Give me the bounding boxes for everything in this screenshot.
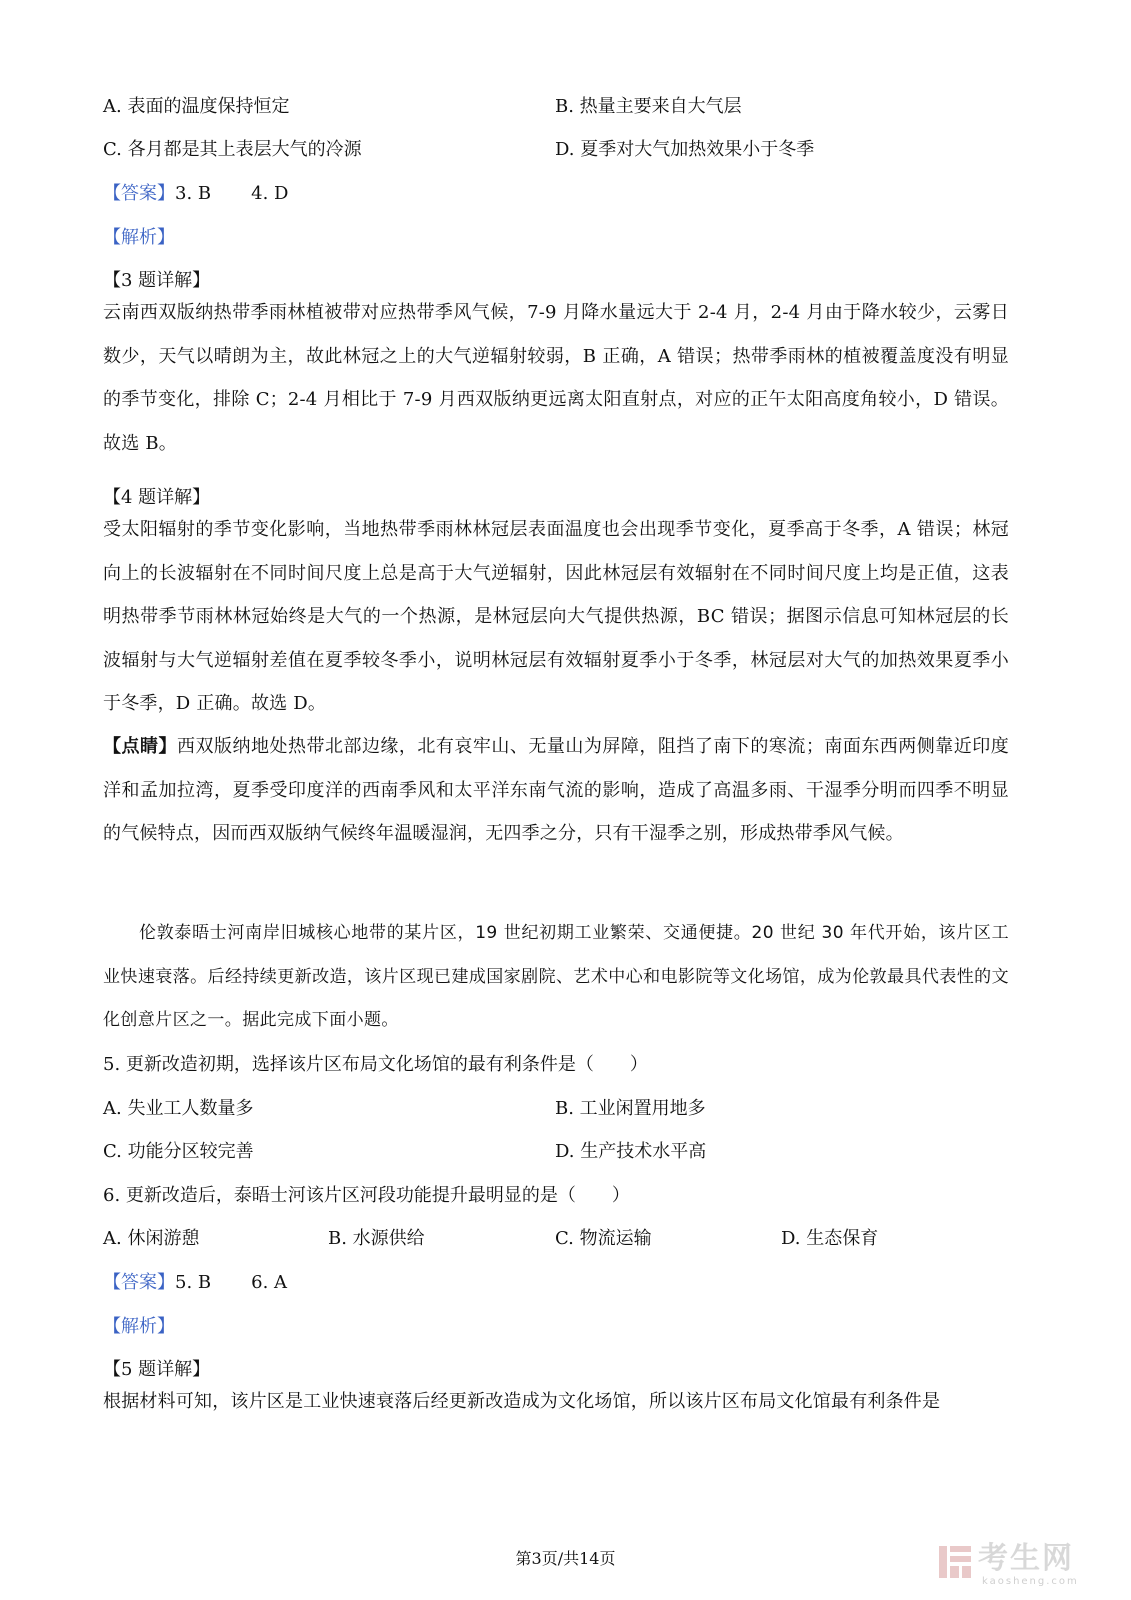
q6-stem: 6. 更新改造后，泰晤士河该片区河段功能提升最明显的是（ ） bbox=[103, 1185, 630, 1206]
answer-row-2 bbox=[103, 1271, 287, 1295]
q6-option-c: C. 物流运输 bbox=[555, 1228, 652, 1249]
option-b: B. 热量主要来自大气层 bbox=[555, 96, 742, 117]
q5-stem: 5. 更新改造初期，选择该片区布局文化场馆的最有利条件是（ ） bbox=[103, 1054, 648, 1075]
tip-paragraph bbox=[103, 725, 1009, 856]
q5-option-d: D. 生产技术水平高 bbox=[555, 1141, 707, 1162]
analysis-tag-2: 【解析】 bbox=[103, 1316, 175, 1337]
answer-tag-2: 【答案】 bbox=[103, 1272, 175, 1293]
detail-4-heading: 【4 题详解】 bbox=[103, 487, 211, 508]
tip-text: 西双版纳地处热带北部边缘，北有哀牢山、无量山为屏障，阻挡了南下的寒流；南面东西两侧靠近印度洋和孟加拉湾，夏季受印度洋的西南季风和太平洋东南气流的影响，造成了高温多雨、干湿季分明而四季不明显的气候特点，因而西双版纳气候终年温暖湿润，无四季之分，只有干湿季之别，形成热带季风气候。 bbox=[103, 736, 1009, 844]
option-c: C. 各月都是其上表层大气的冷源 bbox=[103, 139, 362, 160]
detail-4-text: 受太阳辐射的季节变化影响，当地热带季雨林林冠层表面温度也会出现季节变化，夏季高于冬季，A 错误；林冠向上的长波辐射在不同时间尺度上总是高于大气逆辐射，因此林冠层有效辐射在不同时间尺度上均是正值，这表明热带季节雨林林冠始终是大气的一个热源，是林冠层向大气提供热源，BC 错误；据图示信息可知林冠层的长波辐射与大气逆辐射差值在夏季较冬季小，说明林冠层有效辐射夏季小于冬季，林冠层对大气的加热效果夏季小于冬季，D 正确。故选 D。 bbox=[103, 519, 1009, 714]
answer-4: 4. D bbox=[251, 183, 289, 204]
watermark bbox=[938, 1542, 1118, 1588]
answer-row-1 bbox=[103, 182, 288, 206]
detail-3-text: 云南西双版纳热带季雨林植被带对应热带季风气候，7-9 月降水量远大于 2-4 月，2-4 月由于降水较少，云雾日数少，天气以晴朗为主，故此林冠之上的大气逆辐射较弱，B 正确，A 错误；热带季雨林的植被覆盖度没有明显的季节变化，排除 C；2-4 月相比于 7-9 月西双版纳更远离太阳直射点，对应的正午太阳高度角较小，D 错误。故选 B。 bbox=[103, 302, 1009, 454]
option-a: A. 表面的温度保持恒定 bbox=[103, 96, 290, 117]
page-number: 第3页/共14页 bbox=[515, 1549, 616, 1568]
answer-5: 5. B bbox=[175, 1272, 212, 1293]
detail-5-text: 根据材料可知，该片区是工业快速衰落后经更新改造成为文化场馆，所以该片区布局文化馆最有利条件是 bbox=[103, 1391, 941, 1412]
detail-3-heading: 【3 题详解】 bbox=[103, 270, 211, 291]
option-d: D. 夏季对大气加热效果小于冬季 bbox=[555, 139, 815, 160]
tip-tag: 【点睛】 bbox=[103, 736, 177, 757]
q6-option-d: D. 生态保育 bbox=[781, 1228, 879, 1249]
detail-5-heading: 【5 题详解】 bbox=[103, 1359, 211, 1380]
watermark-text: 考生网 bbox=[978, 1541, 1074, 1576]
q5-option-b: B. 工业闲置用地多 bbox=[555, 1098, 706, 1119]
answer-tag: 【答案】 bbox=[103, 183, 175, 204]
watermark-url: kaosheng.com bbox=[982, 1576, 1079, 1587]
q5-option-c: C. 功能分区较完善 bbox=[103, 1141, 254, 1162]
watermark-logo-icon bbox=[938, 1544, 972, 1580]
answer-3: 3. B bbox=[175, 183, 212, 204]
answer-6: 6. A bbox=[251, 1272, 288, 1293]
analysis-tag: 【解析】 bbox=[103, 227, 175, 248]
material-text: 伦敦泰晤士河南岸旧城核心地带的某片区，19 世纪初期工业繁荣、交通便捷。20 世纪 30 年代开始，该片区工业快速衰落。后经持续更新改造，该片区现已建成国家剧院、艺术中心和电影院等文化场馆，成为伦敦最具代表性的文化创意片区之一。据此完成下面小题。 bbox=[103, 923, 1009, 1030]
q5-option-a: A. 失业工人数量多 bbox=[103, 1098, 254, 1119]
q6-option-a: A. 休闲游憩 bbox=[103, 1228, 200, 1249]
q6-option-b: B. 水源供给 bbox=[328, 1228, 425, 1249]
